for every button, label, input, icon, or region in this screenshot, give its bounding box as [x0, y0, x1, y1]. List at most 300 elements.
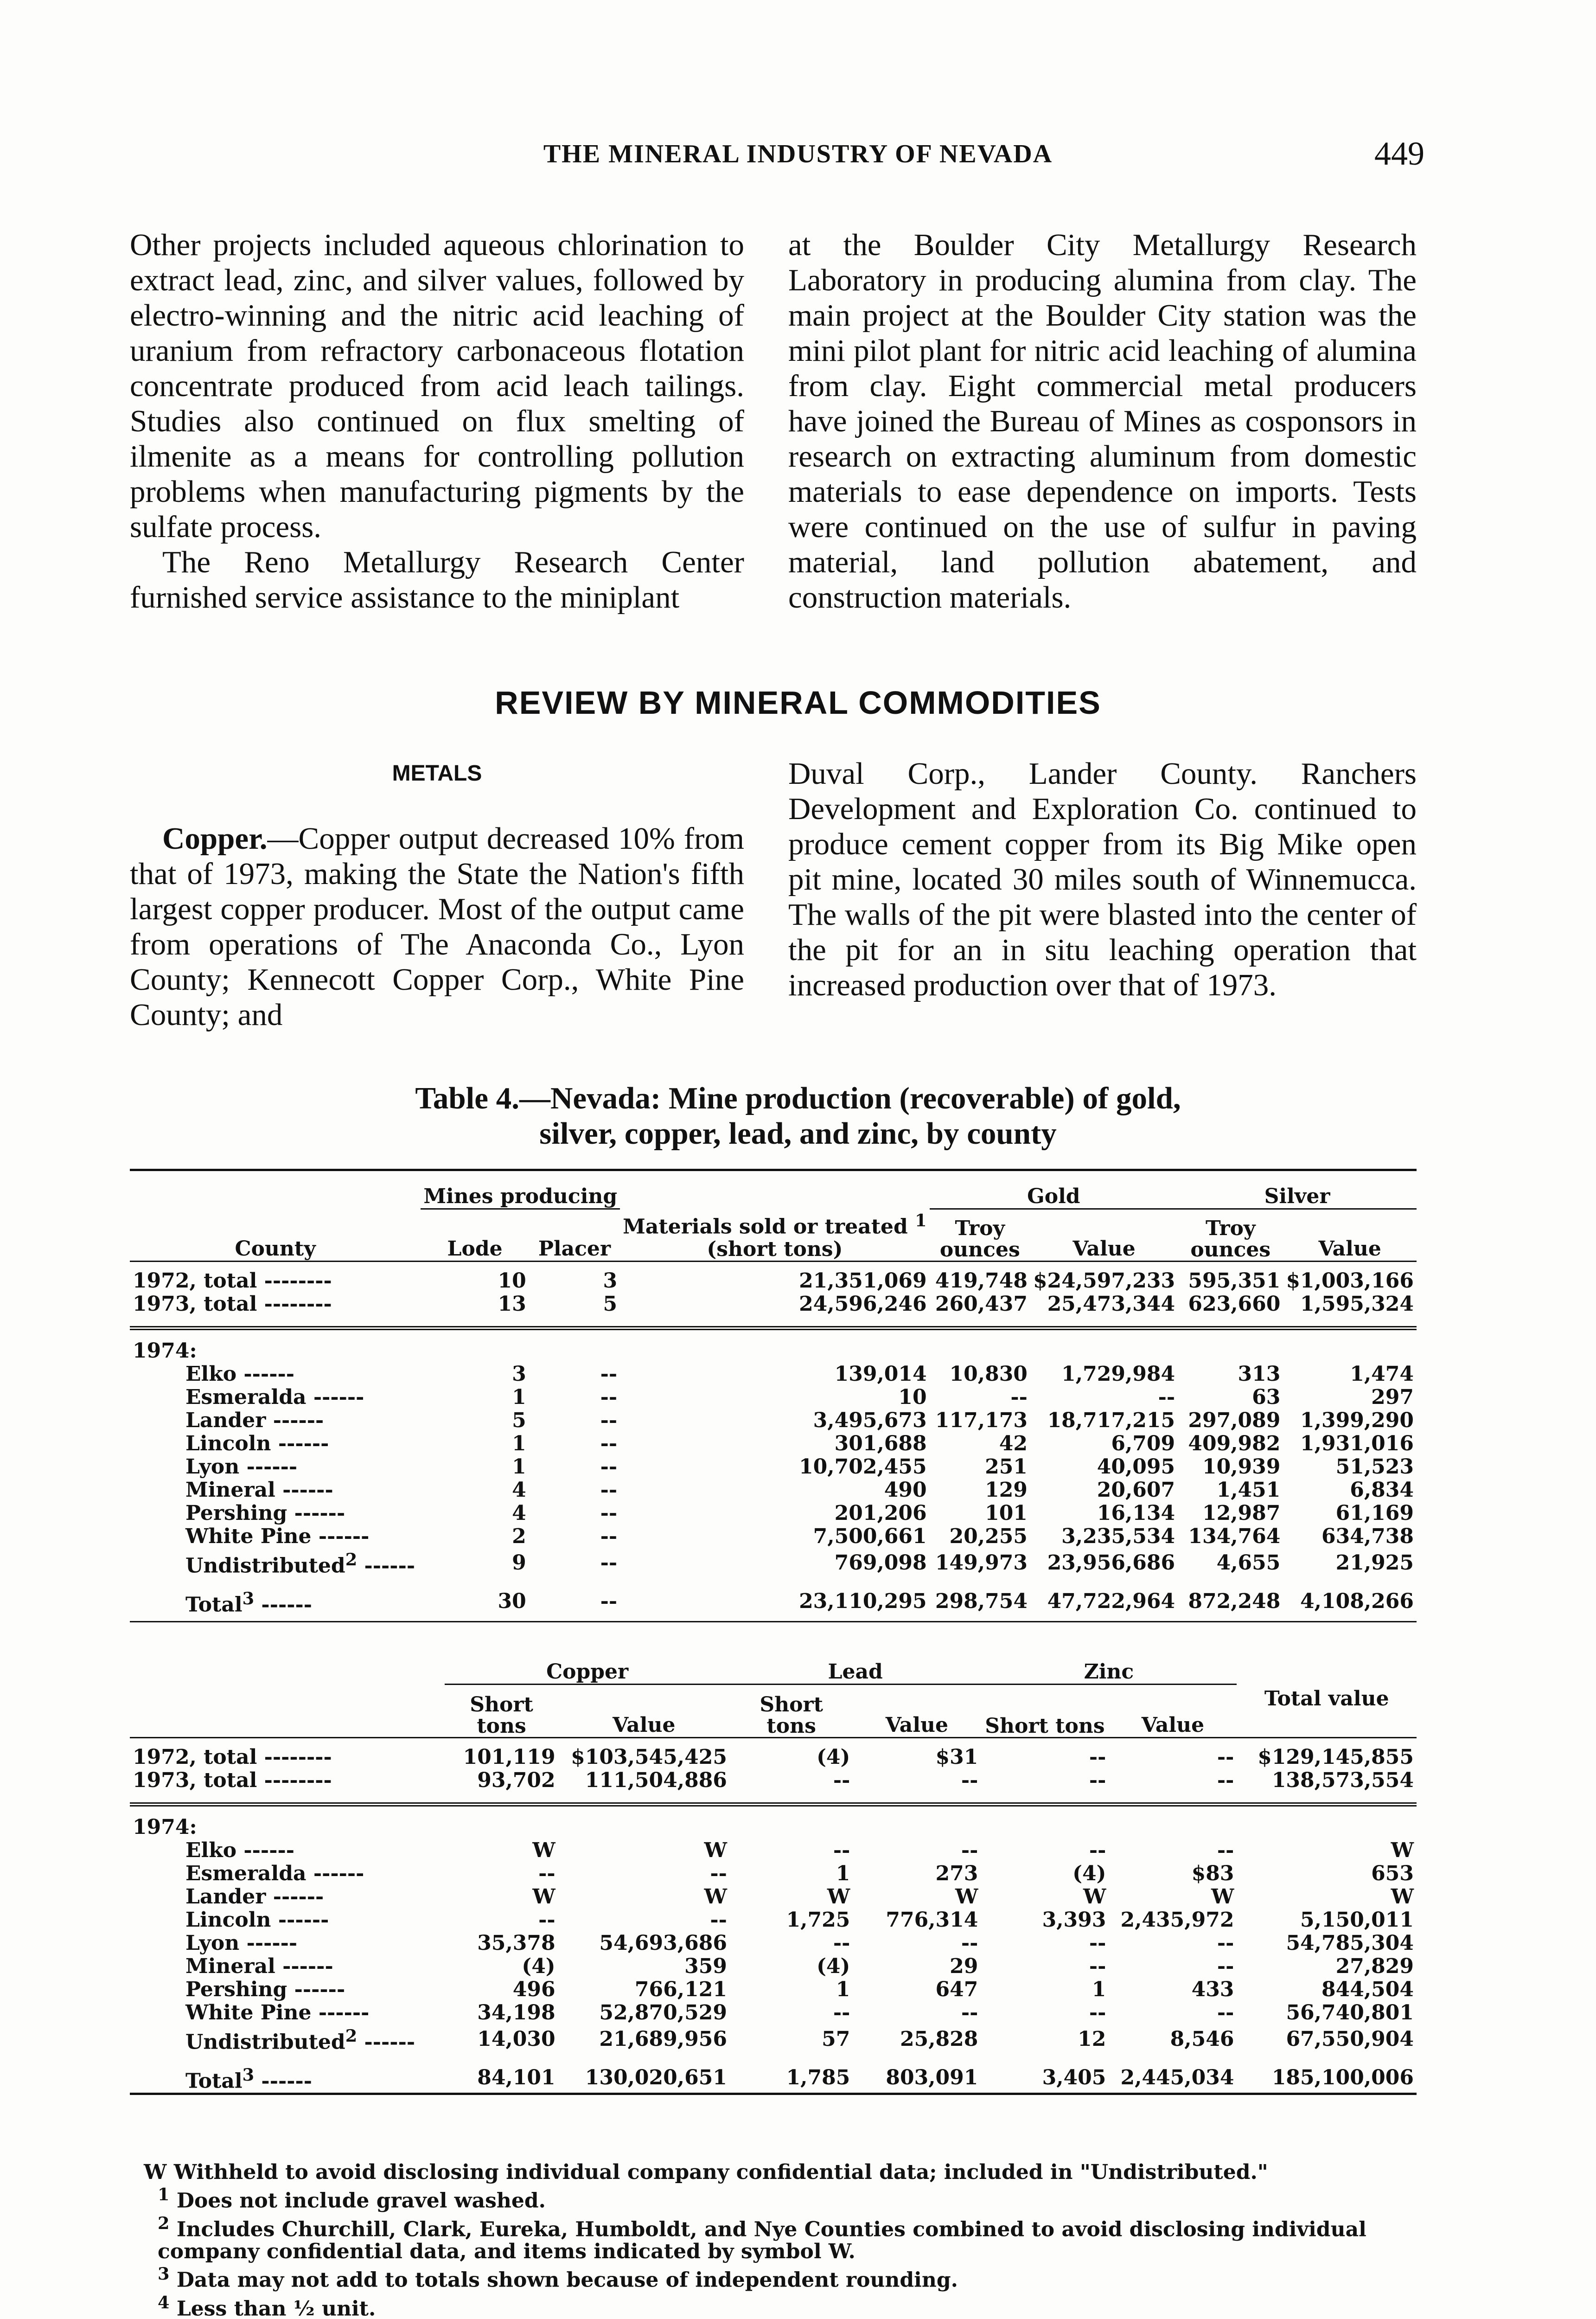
table-cell: --	[1089, 1931, 1106, 1955]
table-cell: --	[1217, 1931, 1234, 1955]
table-cell: 12	[1078, 2027, 1106, 2051]
table-cell: 653	[1371, 1862, 1414, 1885]
table-cell: 2,435,972	[1120, 1908, 1234, 1932]
table-cell: 21,351,069	[799, 1269, 927, 1293]
table-cell: 3	[603, 1269, 618, 1293]
table-cell: --	[961, 1839, 978, 1862]
leader-dots: ------	[236, 1362, 294, 1386]
footnote-mark: 2	[345, 2026, 358, 2046]
table-row	[130, 2001, 1417, 2024]
county-label: 1973, total	[133, 1768, 257, 1792]
leader-dots: --------	[257, 1292, 332, 1316]
table-cell: --	[1010, 1385, 1028, 1409]
county-cell	[130, 1839, 445, 1862]
leader-dots: ------	[254, 1593, 312, 1617]
table-cell: 3,235,534	[1061, 1525, 1175, 1548]
leader-dots: --------	[257, 1768, 332, 1792]
county-cell	[130, 1363, 421, 1386]
leader-dots: ------	[239, 1931, 298, 1955]
table-cell: --	[1089, 1839, 1106, 1862]
table-cell: $1,003,166	[1286, 1269, 1414, 1293]
table-cell: --	[600, 1385, 618, 1409]
table-cell: 10,702,455	[799, 1455, 927, 1479]
table-row	[130, 1955, 1417, 1978]
leader-dots: ------	[306, 1862, 364, 1885]
table-cell: 20,255	[949, 1525, 1028, 1548]
table-cell: 149,973	[935, 1550, 1028, 1575]
county-cell	[130, 1978, 445, 2001]
table-cell: W	[1391, 1839, 1414, 1862]
table-cell: --	[710, 1908, 727, 1932]
table-cell: 67,550,904	[1286, 2027, 1414, 2051]
table-cell: 4	[512, 1501, 526, 1525]
footnote-4: $^4$ Less than ½ unit.	[158, 2292, 376, 2319]
spacer-row	[130, 2054, 1417, 2063]
table-cell: 1,785	[786, 2066, 850, 2090]
col-copper-tons: Short tons	[470, 1693, 533, 1738]
table-cell: 433	[1191, 1978, 1234, 2001]
footnote-3: $^3$ Data may not add to totals shown because of independent rounding.	[158, 2264, 958, 2292]
county-cell	[130, 1479, 421, 1502]
county-cell	[130, 1548, 421, 1578]
running-header: THE MINERAL INDUSTRY OF NEVADA	[543, 140, 1053, 168]
county-label: Pershing	[185, 1978, 287, 2001]
county-label: Lander	[185, 1885, 266, 1909]
table-row	[130, 1409, 1417, 1432]
table-cell: 51,523	[1335, 1455, 1414, 1479]
county-cell	[130, 1587, 421, 1617]
table-caption-line-1: Table 4.—Nevada: Mine production (recoverable) of gold,	[415, 1081, 1181, 1115]
col-silver-value: Value	[1318, 1237, 1381, 1261]
leader-dots: ------	[254, 2069, 312, 2093]
table-cell: 21,925	[1335, 1550, 1414, 1575]
county-cell	[130, 1909, 445, 1932]
table-row	[130, 1432, 1417, 1455]
leader-dots: ------	[239, 1455, 298, 1479]
table-cell: 766,121	[634, 1978, 727, 2001]
leader-dots: ------	[275, 1954, 333, 1978]
table-cell: 623,660	[1188, 1292, 1281, 1316]
county-label: Lincoln	[185, 1908, 271, 1932]
leader-dots: ------	[311, 2001, 370, 2024]
leader-dots: ------	[306, 1385, 364, 1409]
county-label: Lincoln	[185, 1432, 271, 1455]
col-lode: Lode	[421, 1209, 529, 1262]
table-cell: 313	[1238, 1362, 1281, 1386]
table-cell: W	[1211, 1885, 1234, 1909]
table-cell: 14,030	[477, 2027, 555, 2051]
county-label: Lander	[185, 1409, 266, 1432]
table-cell: --	[961, 1931, 978, 1955]
table-cell: W	[532, 1885, 555, 1909]
table-cell: 30	[498, 1589, 526, 1614]
table-cell: --	[833, 2001, 850, 2024]
table-cell: 3	[512, 1362, 526, 1386]
table-cell: 134,764	[1188, 1525, 1281, 1548]
table-cell: --	[1158, 1385, 1175, 1409]
table-cell: 52,870,529	[599, 2001, 727, 2024]
county-label: Total	[185, 1593, 243, 1617]
table-cell: $31	[935, 1745, 978, 1769]
footnotes	[144, 2161, 1419, 2319]
table-row	[130, 1885, 1417, 1909]
county-label: Elko	[185, 1362, 237, 1386]
table-cell: 6,834	[1350, 1478, 1414, 1502]
table-cell: $129,145,855	[1258, 1745, 1414, 1769]
table-cell: 1	[512, 1432, 526, 1455]
table-cell: W	[827, 1885, 850, 1909]
table-cell: --	[1217, 2001, 1234, 2024]
leader-dots: --------	[257, 1745, 332, 1769]
footnote-mark: 3	[242, 1588, 255, 1608]
col-silver: Silver	[1178, 1170, 1417, 1209]
table-cell: --	[600, 1478, 618, 1502]
county-cell	[130, 1885, 445, 1909]
table-cell: 57	[822, 2027, 850, 2051]
table-cell: --	[600, 1362, 618, 1386]
col-materials: Materials sold or treated $^1$ (short tons)	[623, 1211, 927, 1261]
subsection-title: METALS	[392, 761, 482, 786]
table-cell: 2,445,034	[1120, 2066, 1234, 2090]
table-cell: 1,725	[786, 1908, 850, 1932]
footnote-mark: 2	[345, 1550, 358, 1569]
table-cell: W	[704, 1885, 727, 1909]
leader-dots: ------	[287, 1978, 345, 2001]
leader-dots: ------	[266, 1885, 324, 1909]
section-title: REVIEW BY MINERAL COMMODITIES	[495, 685, 1101, 721]
copper-left-column	[130, 821, 744, 1032]
table-cell: 4	[512, 1478, 526, 1502]
table-cell: --	[961, 1768, 978, 1792]
table-cell: 54,785,304	[1286, 1931, 1414, 1955]
table-cell: --	[833, 1931, 850, 1955]
col-placer: Placer	[529, 1209, 620, 1262]
col-total-value: Total value	[1264, 1686, 1389, 1710]
table-cell: W	[1083, 1885, 1106, 1909]
county-label: Esmeralda	[185, 1385, 306, 1409]
spacer-row	[130, 1578, 1417, 1587]
spacer-row	[130, 1328, 1417, 1340]
table-cell: 5,150,011	[1300, 1908, 1414, 1932]
county-cell	[130, 2001, 445, 2024]
table-cell: 16,134	[1097, 1501, 1175, 1525]
table-cell: 409,982	[1188, 1432, 1281, 1455]
table-cell: --	[538, 1862, 555, 1885]
table-cell: --	[538, 1908, 555, 1932]
table-cell: (4)	[817, 1745, 850, 1769]
table-cell: 23,956,686	[1047, 1550, 1175, 1575]
county-cell	[130, 1769, 445, 1792]
table-cell: W	[532, 1839, 555, 1862]
county-cell	[130, 2063, 445, 2094]
county-label: White Pine	[185, 1525, 312, 1548]
table-row	[130, 1363, 1417, 1386]
leader-dots: ------	[311, 1525, 370, 1548]
spacer-row	[130, 2094, 1417, 2100]
county-cell	[130, 1455, 421, 1479]
table-cell: 93,702	[477, 1768, 555, 1792]
county-cell	[130, 1502, 421, 1525]
table-cell: 297,089	[1188, 1409, 1281, 1432]
table-row	[130, 1839, 1417, 1862]
copper-body-left: —Copper output decreased 10% from that of 1973, making the State the Nation's fifth largest copper producer. Most of the output came from operations of The Anaconda Co., Lyon County; Kennecott Copper Corp., White Pine County; and	[130, 821, 744, 1032]
county-label: Undistributed	[185, 2030, 345, 2054]
county-cell	[130, 1386, 421, 1409]
county-label: Lyon	[185, 1455, 240, 1479]
county-label: Undistributed	[185, 1554, 345, 1578]
table-cell: 298,754	[935, 1589, 1028, 1614]
copper-body-right: Duval Corp., Lander County. Ranchers Development and Exploration Co. continued to produce cement copper from its Big Mike open pit mine, located 30 miles south of Winnemucca. The walls of the pit were blasted into the center of the pit for an in situ leaching operation that increased production over that of 1973.	[788, 756, 1417, 1002]
year-label: 1974:	[133, 1339, 197, 1363]
footnote-2: $^2$ Includes Churchill, Clark, Eureka, Humboldt, and Nye Counties combined to avoid disclosing individual company confidential data, and items indicated by symbol W.	[158, 2213, 1366, 2264]
table-cell: 3,495,673	[813, 1409, 927, 1432]
table-cell: 25,473,344	[1047, 1292, 1175, 1316]
table-caption	[0, 1081, 1596, 1151]
table-cell: 117,173	[935, 1409, 1028, 1432]
col-zinc-value: Value	[1141, 1713, 1205, 1737]
table-cell: 872,248	[1188, 1589, 1281, 1614]
footnote-1: $^1$ Does not include gravel washed.	[158, 2184, 546, 2213]
table-row	[130, 2024, 1417, 2054]
county-cell	[130, 1293, 421, 1316]
table-gold-silver	[130, 1169, 1417, 1622]
table-cell: --	[1089, 2001, 1106, 2024]
leader-dots: ------	[271, 1908, 329, 1932]
table-cell: --	[1089, 1768, 1106, 1792]
table-cell: 42	[999, 1432, 1028, 1455]
table-cell: 359	[684, 1954, 727, 1978]
county-label: Elko	[185, 1839, 237, 1862]
table-cell: $103,545,425	[571, 1745, 727, 1769]
table-cell: --	[1089, 1745, 1106, 1769]
table-row	[130, 2063, 1417, 2094]
table-cell: 111,504,886	[585, 1768, 727, 1792]
col-silver-oz: Troy ounces	[1190, 1217, 1271, 1262]
table-cell: 129	[985, 1478, 1028, 1502]
county-label: Pershing	[185, 1501, 287, 1525]
table-cell: 138,573,554	[1271, 1768, 1414, 1792]
county-cell	[130, 1409, 421, 1432]
spacer-row	[130, 1805, 1417, 1816]
leader-dots: ------	[275, 1478, 333, 1502]
table-cell: --	[710, 1862, 727, 1885]
table-cell: (4)	[522, 1954, 555, 1978]
leader-dots: ------	[236, 1839, 294, 1862]
col-lead-tons: Short tons	[760, 1693, 823, 1738]
table-cell: --	[600, 1501, 618, 1525]
spacer-row	[130, 1738, 1417, 1746]
table-row	[130, 1455, 1417, 1479]
table-row	[130, 1909, 1417, 1932]
table-cell: 25,828	[900, 2027, 978, 2051]
intro-right-column	[788, 227, 1417, 615]
table-copper-lead-zinc	[130, 1660, 1417, 2100]
table-cell: 595,351	[1188, 1269, 1281, 1293]
table-cell: 1,451	[1216, 1478, 1281, 1502]
col-lead: Lead	[730, 1660, 981, 1685]
table-cell: 54,693,686	[599, 1931, 727, 1955]
county-cell	[130, 1746, 445, 1769]
table-cell: --	[961, 2001, 978, 2024]
table-cell: 10	[898, 1385, 927, 1409]
table-cell: 13	[498, 1292, 526, 1316]
table-cell: 101	[985, 1501, 1028, 1525]
spacer-row	[130, 1792, 1417, 1805]
col-gold: Gold	[930, 1170, 1178, 1209]
footnote-mark: 3	[242, 2064, 255, 2085]
table-cell: 35,378	[477, 1931, 555, 1955]
spacer-row	[130, 1316, 1417, 1328]
table-cell: 3,393	[1042, 1908, 1106, 1932]
table-cell: 634,738	[1321, 1525, 1414, 1548]
table-cell: --	[600, 1409, 618, 1432]
footnote-w: W Withheld to avoid disclosing individual company confidential data; included in "Undistributed."	[144, 2160, 1268, 2184]
table-cell: 273	[935, 1862, 978, 1885]
table-cell: 12,987	[1202, 1501, 1281, 1525]
col-zinc-tons: Short tons	[985, 1714, 1105, 1738]
county-label: Lyon	[185, 1931, 240, 1955]
county-cell	[130, 1525, 421, 1548]
table-cell: 647	[935, 1978, 978, 2001]
year-row	[130, 1339, 1417, 1363]
leader-dots: ------	[271, 1432, 329, 1455]
table-caption-line-2: silver, copper, lead, and zinc, by county	[539, 1116, 1057, 1151]
table-cell: 10,939	[1202, 1455, 1281, 1479]
col-copper-value: Value	[613, 1713, 676, 1737]
table-cell: W	[1391, 1885, 1414, 1909]
table-cell: 201,206	[834, 1501, 927, 1525]
table-cell: 1,729,984	[1061, 1362, 1175, 1386]
table-cell: 496	[512, 1978, 555, 2001]
table-row	[130, 1386, 1417, 1409]
copper-right-column	[788, 756, 1417, 1003]
table-cell: 101,119	[463, 1745, 555, 1769]
county-label: 1972, total	[133, 1269, 257, 1293]
col-lead-value: Value	[885, 1713, 949, 1737]
table-row	[130, 1862, 1417, 1885]
spacer-row	[130, 1262, 1417, 1270]
table-cell: 3,405	[1042, 2066, 1106, 2090]
table-cell: 61,169	[1335, 1501, 1414, 1525]
table-cell: --	[1217, 1954, 1234, 1978]
table-cell: --	[1217, 1839, 1234, 1862]
table-cell: 29	[950, 1954, 978, 1978]
table-cell: --	[1089, 1954, 1106, 1978]
table-cell: 8,546	[1170, 2027, 1234, 2051]
table-cell: --	[600, 1525, 618, 1548]
table-cell: 776,314	[886, 1908, 978, 1932]
table-cell: 18,717,215	[1047, 1409, 1175, 1432]
table-cell: 260,437	[935, 1292, 1028, 1316]
county-label: Total	[185, 2069, 243, 2093]
table-cell: W	[955, 1885, 978, 1909]
county-label: Mineral	[185, 1478, 275, 1502]
table-row	[130, 1769, 1417, 1792]
table-cell: 23,110,295	[799, 1589, 927, 1614]
table-cell: --	[1217, 1745, 1234, 1769]
table-cell: 4,108,266	[1300, 1589, 1414, 1614]
table-cell: 1,474	[1350, 1362, 1414, 1386]
intro-paragraph-1: Other projects included aqueous chlorination to extract lead, zinc, and silver values, followed by electro-winning and the nitric acid leaching of uranium from refractory carbonaceous flotation concentrate produced from acid leach tailings. Studies also continued on flux smelting of ilmenite as a means for controlling pollution problems when manufacturing pigments by the sulfate process.	[130, 228, 744, 544]
table-cell: 301,688	[834, 1432, 927, 1455]
county-label: 1973, total	[133, 1292, 257, 1316]
table-cell: 844,504	[1321, 1978, 1414, 2001]
intro-left-column	[130, 227, 744, 615]
table-cell: 1	[1092, 1978, 1106, 2001]
table-cell: 1	[836, 1978, 850, 2001]
table-cell: --	[1217, 1768, 1234, 1792]
leader-dots: ------	[266, 1409, 324, 1432]
table-cell: 251	[985, 1455, 1028, 1479]
intro-paragraph-2: The Reno Metallurgy Research Center furnished service assistance to the miniplant	[130, 545, 744, 615]
leader-dots: ------	[357, 1554, 415, 1578]
table-cell: (4)	[1073, 1862, 1106, 1885]
table-cell: 139,014	[834, 1362, 927, 1386]
county-cell	[130, 1269, 421, 1293]
table-cell: 769,098	[834, 1550, 927, 1575]
table-cell: 84,101	[477, 2066, 555, 2090]
table-cell: $83	[1191, 1862, 1234, 1885]
table-cell: 1	[512, 1385, 526, 1409]
table-cell: --	[833, 1768, 850, 1792]
year-label: 1974:	[133, 1815, 197, 1839]
table-cell: 20,607	[1097, 1478, 1175, 1502]
leader-dots: ------	[287, 1501, 345, 1525]
table-cell: --	[833, 1839, 850, 1862]
col-county: County	[235, 1237, 316, 1261]
table-cell: 7,500,661	[813, 1525, 927, 1548]
table-cell: 21,689,956	[599, 2027, 727, 2051]
year-row	[130, 1816, 1417, 1839]
county-cell	[130, 1432, 421, 1455]
table-cell: 1	[512, 1455, 526, 1479]
county-label: Esmeralda	[185, 1862, 306, 1885]
table-cell: 1,931,016	[1300, 1432, 1414, 1455]
table-cell: 1	[836, 1862, 850, 1885]
table-cell: 419,748	[935, 1269, 1028, 1293]
table-cell: 40,095	[1097, 1455, 1175, 1479]
table-cell: 1,595,324	[1300, 1292, 1414, 1316]
table-row	[130, 1293, 1417, 1316]
table-cell: 4,655	[1216, 1550, 1281, 1575]
col-gold-oz: Troy ounces	[939, 1217, 1020, 1262]
table-cell: 490	[884, 1478, 927, 1502]
col-gold-value: Value	[1073, 1237, 1136, 1261]
county-label: White Pine	[185, 2001, 312, 2024]
table-cell: 63	[1252, 1385, 1281, 1409]
table-cell: 56,740,801	[1286, 2001, 1414, 2024]
table-cell: 9	[512, 1550, 526, 1575]
table-cell: 10	[498, 1269, 526, 1293]
county-cell	[130, 1862, 445, 1885]
table-cell: 297	[1371, 1385, 1414, 1409]
table-cell: 6,709	[1111, 1432, 1175, 1455]
spacer-row	[130, 1616, 1417, 1622]
table-row	[130, 1587, 1417, 1617]
table-cell: --	[600, 1432, 618, 1455]
county-cell	[130, 1932, 445, 1955]
table-cell: --	[600, 1455, 618, 1479]
table-row	[130, 1746, 1417, 1769]
table-cell: 2	[512, 1525, 526, 1548]
county-cell	[130, 2024, 445, 2054]
table-row	[130, 1269, 1417, 1293]
table-cell: 10,830	[949, 1362, 1028, 1386]
county-label: Mineral	[185, 1954, 275, 1978]
county-label: 1972, total	[133, 1745, 257, 1769]
page-number: 449	[1374, 135, 1424, 172]
table-cell: 27,829	[1335, 1954, 1414, 1978]
